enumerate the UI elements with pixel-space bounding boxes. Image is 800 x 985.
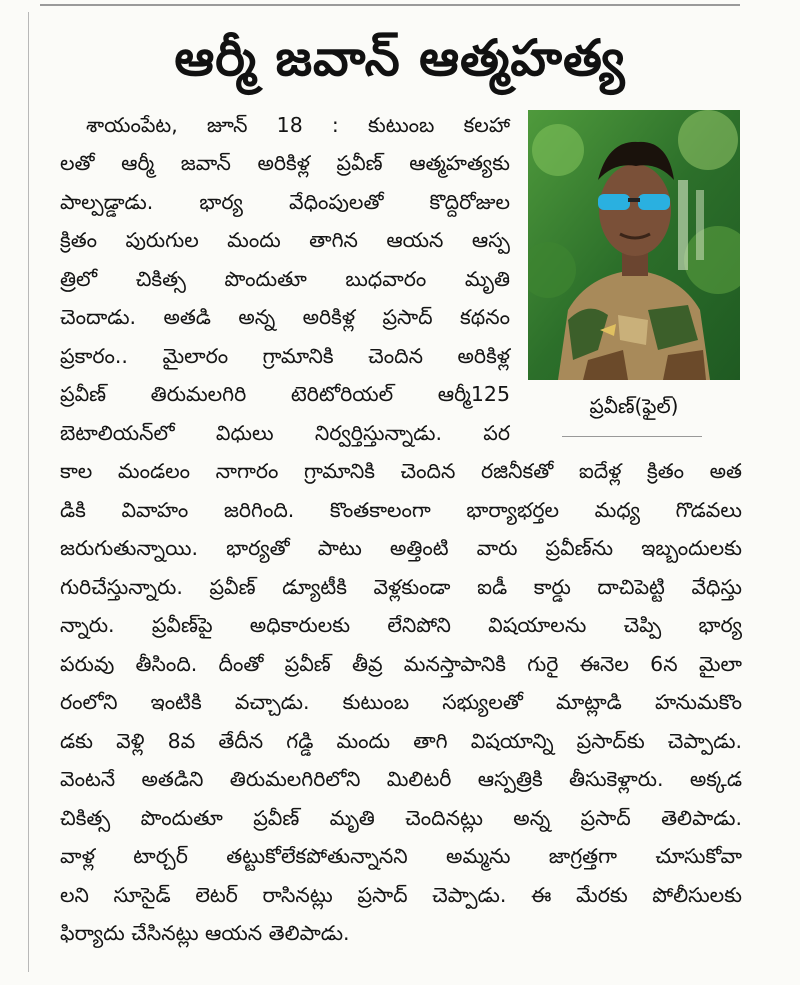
body-line: కాల మండలం నాగారం గ్రామానికి చెందిన రజినీకతో ఐదేళ్ల క్రితం అత — [60, 459, 742, 483]
body-line: డికి వివాహం జరిగింది. కొంతకాలంగా భార్యాభర్తల మధ్య గొడవలు — [60, 498, 742, 522]
body-line: లతో ఆర్మీ జవాన్ అరికిళ్ల ప్రవీణ్ ఆత్మహత్యకు — [60, 151, 510, 175]
soldier-photo — [528, 110, 740, 380]
caption-rule — [562, 436, 702, 437]
headline: ఆర్మీ జవాన్ ఆత్మహత్య — [174, 29, 626, 87]
body-line: పాల్పడ్డాడు. భార్య వేధింపులతో కొద్దిరోజుల — [60, 190, 510, 214]
body-line: లని సూసైడ్ లెటర్ రాసినట్లు ప్రసాద్ చెప్పాడు. ఈ మేరకు పోలీసులకు — [60, 883, 742, 907]
body-line: న్నారు. ప్రవీణ్‌పై అధికారులకు లేనిపోని విషయాలను చెప్పి భార్య — [60, 613, 742, 637]
body-line: బెటాలియన్‌లో విధులు నిర్వర్తిస్తున్నాడు. పర — [60, 421, 510, 445]
body-line: రంలోని ఇంటికి వచ్చాడు. కుటుంబ సభ్యులతో మాట్లాడి హనుమకొం — [60, 690, 742, 714]
body-line: క్రితం పురుగుల మందు తాగిన ఆయన ఆస్ప — [60, 228, 510, 252]
body-line: గురిచేస్తున్నారు. ప్రవీణ్ డ్యూటీకి వెళ్లకుండా ఐడీ కార్డు దాచిపెట్టి వేధిస్తు — [60, 575, 742, 599]
body-line: పరువు తీసింది. దీంతో ప్రవీణ్ తీవ్ర మనస్తాపానికి గురై ఈనెల 6న మైలా — [60, 652, 742, 676]
column-divider — [28, 12, 29, 972]
body-line: ప్రవీణ్ తిరుమలగిరి టెరిటోరియల్ ఆర్మీ125 — [60, 382, 510, 406]
body-line: డకు వెళ్లి 8వ తేదీన గడ్డి మందు తాగి విషయాన్ని ప్రసాద్‌కు చెప్పాడు. — [60, 729, 742, 753]
body-line: వెంటనే అతడిని తిరుమలగిరిలోని మిలిటరీ ఆస్పత్రికి తీసుకెళ్లారు. అక్కడ — [60, 767, 742, 791]
top-rule — [40, 4, 740, 6]
body-line: త్రిలో చికిత్స పొందుతూ బుధవారం మృతి — [60, 267, 510, 291]
body-line: ప్రకారం.. మైలారం గ్రామానికి చెందిన అరికిళ్ల — [60, 344, 510, 368]
body-line: జరుగుతున్నాయి. భార్యతో పాటు అత్తింటి వారు ప్రవీణ్‌ను ఇబ్బందులకు — [60, 536, 742, 560]
body-line: చికిత్స పొందుతూ ప్రవీణ్ మృతి చెందినట్లు అన్న ప్రసాద్ తెలిపాడు. — [60, 806, 742, 830]
body-line: శాయంపేట, జూన్ 18 : కుటుంబ కలహా — [86, 113, 510, 137]
body-line: చెందాడు. అతడి అన్న అరికిళ్ల ప్రసాద్ కథనం — [60, 305, 510, 329]
photo-caption: ప్రవీణ్(ఫైల్) — [589, 394, 679, 418]
body-line: ఫిర్యాదు చేసినట్లు ఆయన తెలిపాడు. — [60, 921, 350, 945]
body-line: వాళ్ల టార్చర్ తట్టుకోలేకపోతున్నానని అమ్మను జాగ్రత్తగా చూసుకోవా — [60, 844, 742, 868]
